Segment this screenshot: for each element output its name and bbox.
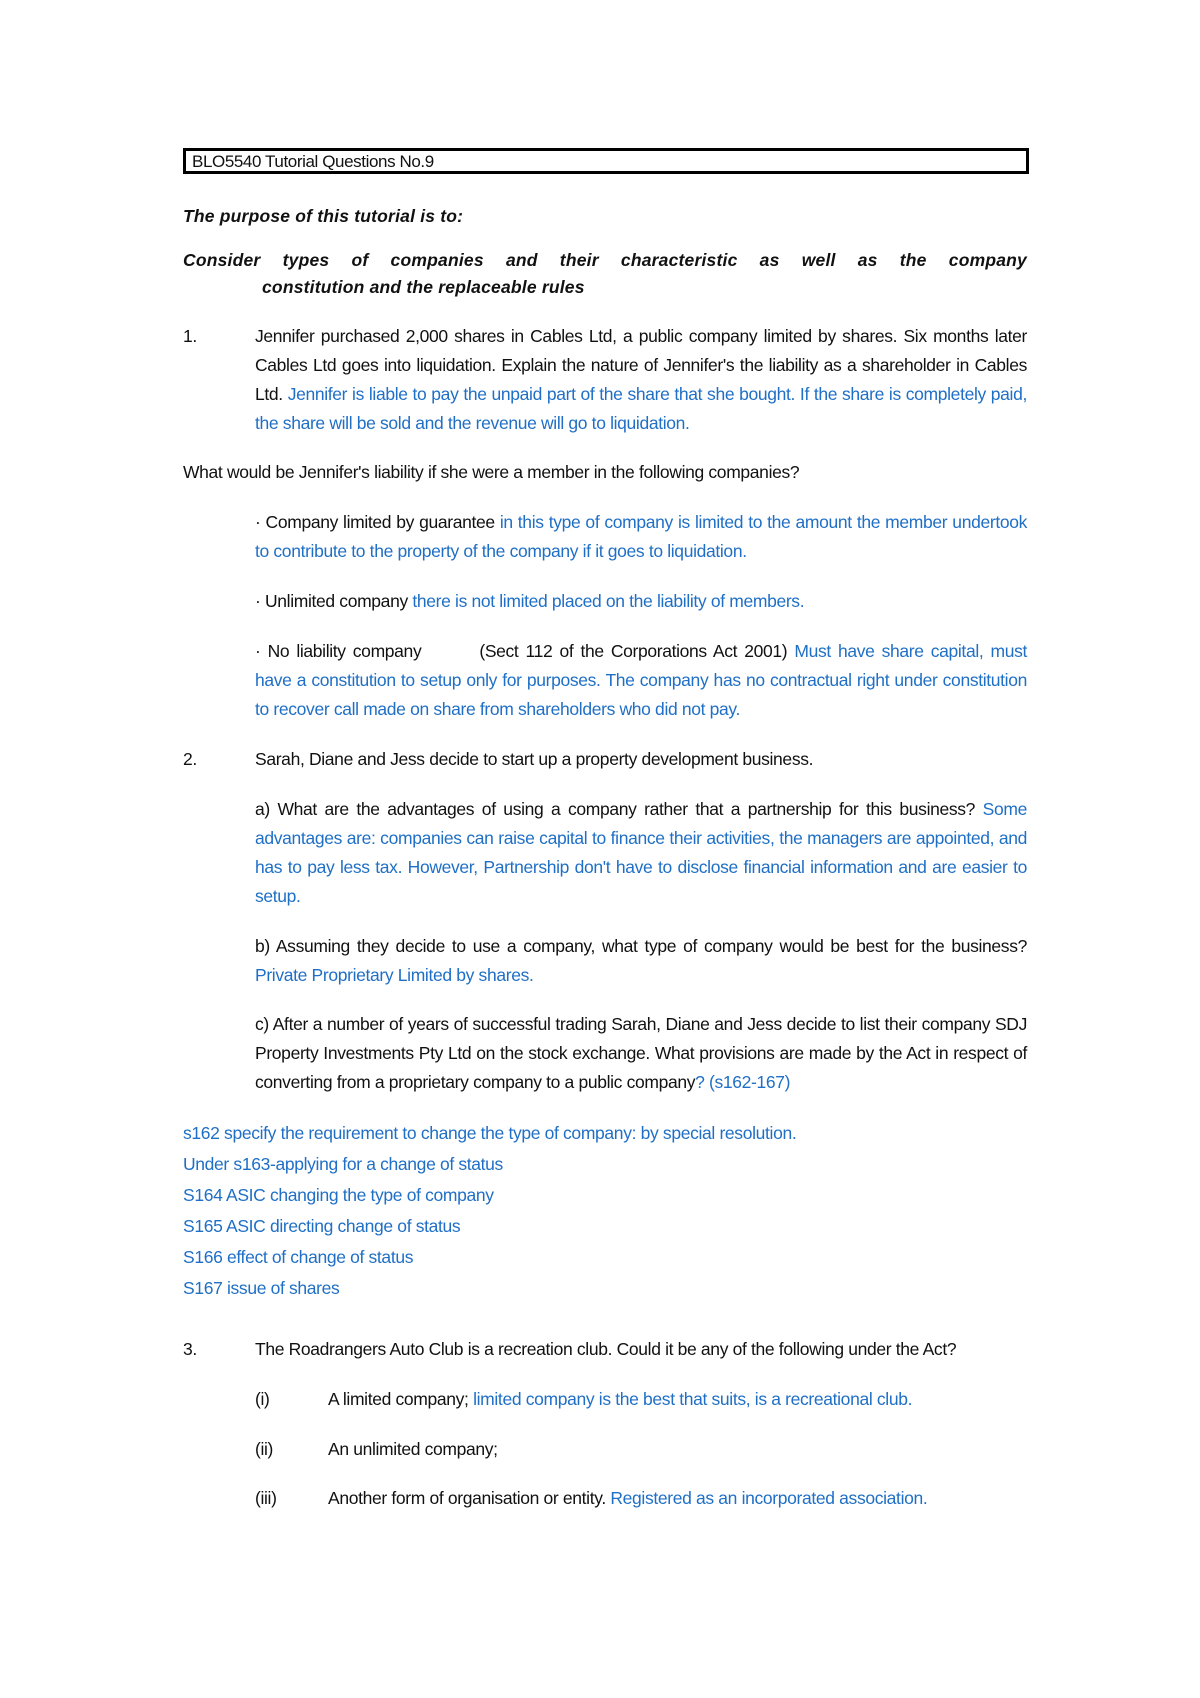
no-liability-label: · No liability company [255, 641, 422, 661]
guarantee-answer: in this type of company is limited to the amount the member undertook to contribute to the property of the company if it goes to liquidation. [255, 512, 1027, 561]
section-s166: S166 effect of change of status [183, 1247, 414, 1267]
q1-follow-up: What would be Jennifer's liability if she were a member in the following companies? [183, 462, 800, 482]
tutorial-title-box [183, 148, 1029, 174]
q2b-answer: Private Proprietary Limited by shares. [255, 965, 534, 985]
q2c-answer: ? (s162-167) [695, 1072, 791, 1092]
q3-item-text: A limited company; [328, 1389, 474, 1409]
q3-item-label: (iii) [255, 1488, 277, 1508]
section-s165: S165 ASIC directing change of status [183, 1216, 461, 1236]
q3-item-answer: limited company is the best that suits, is a recreational club. [473, 1389, 913, 1409]
q3-item [328, 1385, 912, 1414]
section-s167: S167 issue of shares [183, 1278, 340, 1298]
section-s164: S164 ASIC changing the type of company [183, 1185, 494, 1205]
purpose-line-1: Consider types of companies and their characteristic as well as the company [183, 250, 1027, 270]
q3-item [328, 1484, 927, 1513]
q1-no-liability-item [255, 637, 1027, 724]
q1-unlimited-item [255, 587, 804, 616]
purpose-line-2: constitution and the replaceable rules [262, 277, 585, 297]
q3-item [328, 1435, 498, 1464]
q1-guarantee-item [255, 508, 1027, 566]
q2-number: 2. [183, 749, 197, 769]
q3-item-text: Another form of organisation or entity. [328, 1488, 611, 1508]
q1-answer: Jennifer is liable to pay the unpaid part of the share that she bought. If the share is completely paid, the share will be sold and the revenue will go to liquidation. [255, 384, 1027, 433]
no-liability-ref: (Sect 112 of the Corporations Act 2001) [479, 641, 795, 661]
q3-number: 3. [183, 1339, 197, 1359]
q2c-block [255, 1010, 1027, 1097]
q2a-answer: Some advantages are: companies can raise capital to finance their activities, the managers are appointed, and has to pay less tax. However, Partnership don't have to disclose financial information and are easier to setup. [255, 799, 1027, 906]
q2b-question: b) Assuming they decide to use a company, what type of company would be best for the business? [255, 936, 1027, 956]
q2a-question: a) What are the advantages of using a company rather that a partnership for this business? [255, 799, 983, 819]
no-liability-answer: Must have share capital, must have a constitution to setup only for purposes. The company has no contractual right under constitution to recover call made on share from shareholders who did not pay. [255, 641, 1027, 719]
q2a-block [255, 795, 1027, 911]
q2c-question: c) After a number of years of successful trading Sarah, Diane and Jess decide to list their company SDJ Property Investments Pty Ltd on the stock exchange. What provisions are made by the Act in respect of converting from a proprietary company to a public company [255, 1014, 1027, 1092]
q3-item-answer: Registered as an incorporated association. [610, 1488, 928, 1508]
unlimited-answer: there is not limited placed on the liability of members. [412, 591, 805, 611]
unlimited-label: · Unlimited company [255, 591, 413, 611]
q3-item-label: (ii) [255, 1439, 274, 1459]
section-s162: s162 specify the requirement to change the type of company: by special resolution. [183, 1123, 797, 1143]
q3-item-label: (i) [255, 1389, 270, 1409]
guarantee-label: · Company limited by guarantee [255, 512, 500, 532]
tutorial-title: BLO5540 Tutorial Questions No.9 [192, 152, 434, 171]
q1-question: Jennifer purchased 2,000 shares in Cables Ltd, a public company limited by shares. Six months later Cables Ltd goes into liquidation. Explain the nature of Jennifer's the liability as a shareholder in Cables Ltd. [255, 326, 1027, 404]
q2-intro: Sarah, Diane and Jess decide to start up a property development business. [255, 749, 814, 769]
q1-block [255, 322, 1027, 438]
purpose-heading: The purpose of this tutorial is to: [183, 206, 464, 226]
section-s163: Under s163-applying for a change of status [183, 1154, 503, 1174]
q3-item-text: An unlimited company; [328, 1439, 498, 1459]
q3-question: The Roadrangers Auto Club is a recreation club. Could it be any of the following under the Act? [255, 1339, 957, 1359]
q2b-block [255, 932, 1027, 990]
q1-number: 1. [183, 326, 197, 346]
